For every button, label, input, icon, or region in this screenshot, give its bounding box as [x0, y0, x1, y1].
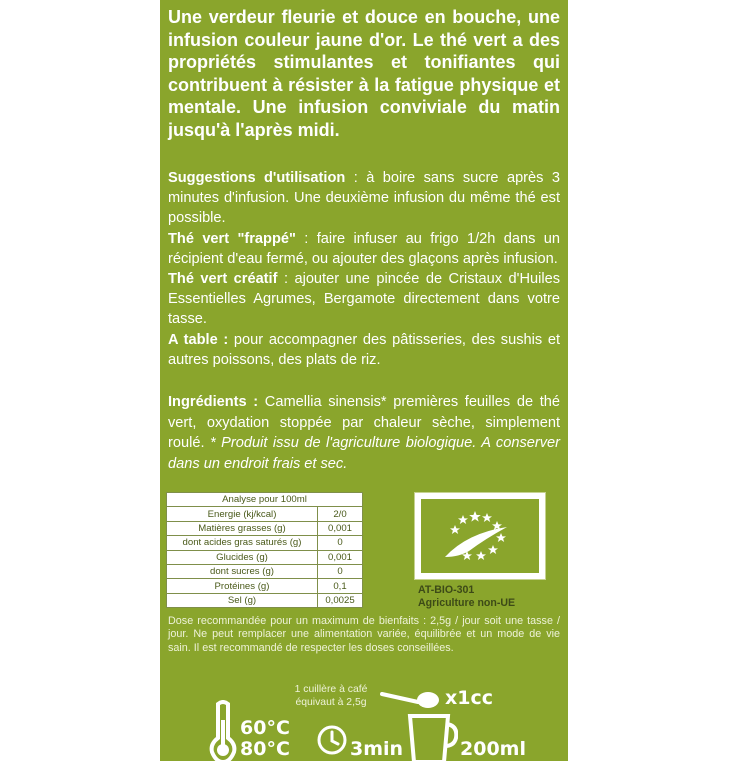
spoon-line2: équivaut à 2,5g: [295, 697, 367, 708]
temp-1: 60°C: [240, 717, 290, 739]
table-row: dont acides gras saturés (g) 0: [167, 536, 363, 550]
intro-text: Une verdeur fleurie et douce en bouche, une infusion couleur jaune d'or. Le thé vert a des propriétés stimulantes et tonifiantes qui contribuent à résister à la fatigue physique et mentale. Une infusion conviviale du matin jusqu'à l'après midi.: [168, 7, 560, 140]
nutrition-table: [166, 492, 363, 608]
cup-volume: 200ml: [460, 738, 526, 760]
preparation-icons: [160, 680, 568, 761]
suggestion-usage: Suggestions d'utilisation : à boire sans sucre après 3 minutes d'infusion. Une deuxième infusion du même thé est possible.: [168, 170, 560, 227]
packaging-panel: [160, 0, 568, 761]
nutrition-header-row: [167, 493, 363, 507]
suggestion-frappe: Thé vert "frappé" : faire infuser au frigo 1/2h dans un récipient d'eau fermé, ou ajouter des glaçons après infusion.: [168, 230, 561, 267]
suggestions-block: [168, 168, 560, 370]
certification-code: AT-BIO-301: [418, 584, 475, 596]
table-row: Protéines (g) 0,1: [167, 579, 363, 593]
clock-icon: [316, 724, 348, 756]
cup-icon: [404, 710, 458, 761]
suggestion-table: A table : pour accompagner des pâtisseries, des sushis et autres poissons, des plats de riz.: [168, 331, 561, 368]
table-row: Energie (kj/kcal) 2/0: [167, 507, 363, 521]
nutrition-header: Analyse pour 100ml: [167, 493, 363, 507]
spoon-quantity: x1cc: [445, 687, 494, 709]
dose-notice: [168, 615, 560, 655]
eu-organic-logo: [414, 492, 546, 580]
temp-2: 80°C: [240, 738, 290, 760]
table-row: Matières grasses (g) 0,001: [167, 521, 363, 535]
suggestion-creatif: Thé vert créatif : ajouter une pincée de Cristaux d'Huiles Essentielles Agrumes, Bergamote directement dans votre tasse.: [168, 271, 560, 328]
infusion-time: 3min: [350, 738, 404, 760]
certification-code-block: [418, 584, 515, 609]
table-row: Glucides (g) 0,001: [167, 550, 363, 564]
ingredients-text: Camellia sinensis* premières feuilles de thé vert, oxydation stoppée par chaleur sèche, simplement roulé.: [168, 394, 560, 451]
certification-origin: Agriculture non-UE: [418, 596, 516, 609]
spoon-line1: 1 cuillère à café: [294, 684, 368, 695]
spoon-icon: [380, 686, 442, 712]
dose-text: Dose recommandée pour un maximum de bienfaits : 2,5g / jour soit une tasse / jour. Ne peut remplacer une alimentation variée, équilibrée et un mode de vie sain. Il est recommandé de respecter les doses conseillées.: [168, 615, 560, 654]
table-row: Sel (g) 0,0025: [167, 593, 363, 607]
thermometer-icon: [208, 700, 238, 761]
eu-organic-leaf-icon: [415, 493, 545, 579]
table-row: dont sucres (g) 0: [167, 564, 363, 578]
ingredients-note: * Produit issu de l'agriculture biologique. A conserver dans un endroit frais et sec.: [168, 435, 560, 472]
ingredients-block: [168, 392, 560, 474]
ingredients-label: Ingrédients :: [168, 394, 259, 410]
